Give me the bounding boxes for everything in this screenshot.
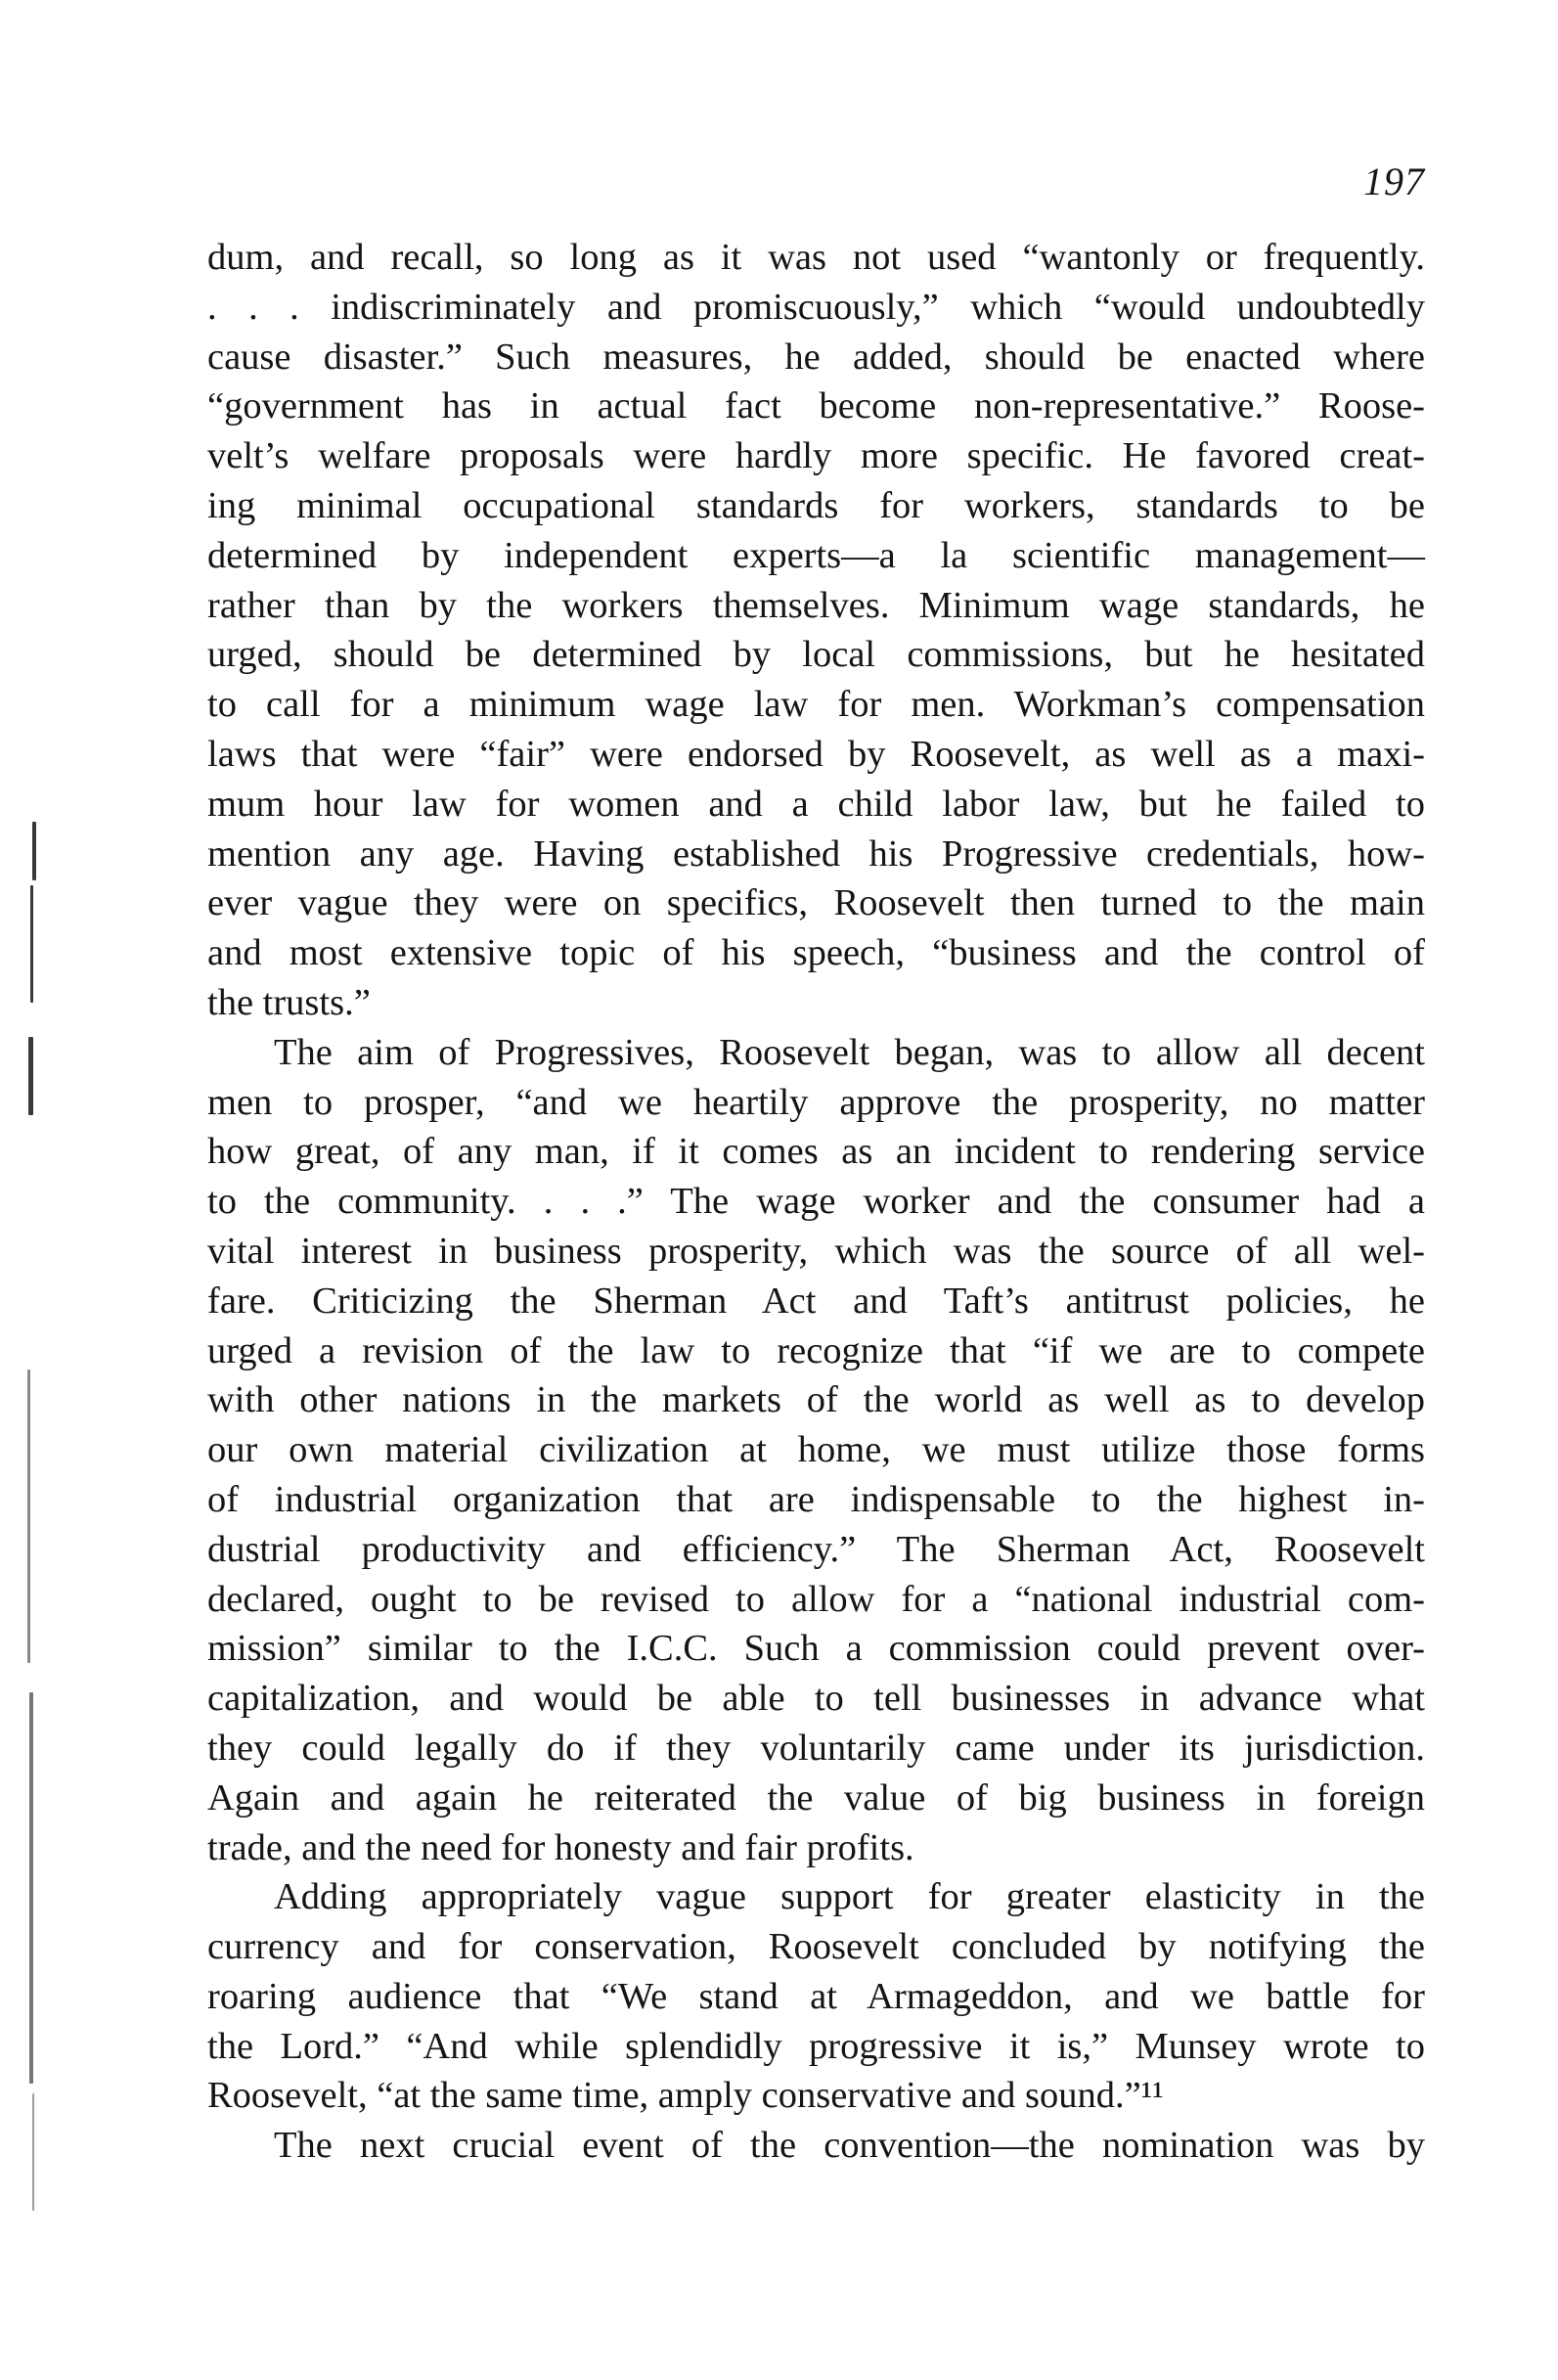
text-line: men to prosper, “and we heartily approve the prosperity, no matter	[207, 1081, 1425, 1123]
text-line: The next crucial event of the convention—the nomination was by	[274, 2125, 1425, 2167]
text-line: to call for a minimum wage law for men. Workman’s compensation	[207, 684, 1425, 726]
text-line: velt’s welfare proposals were hardly more specific. He favored creat-	[207, 435, 1425, 477]
text-line: Roosevelt, “at the same time, amply conservative and sound.”¹¹	[207, 2075, 1164, 2117]
page-number: 197	[1363, 159, 1425, 203]
text-line: trade, and the need for honesty and fair profits.	[207, 1826, 914, 1868]
text-line: laws that were “fair” were endorsed by Roosevelt, as well as a maxi-	[207, 733, 1425, 775]
text-line: Again and again he reiterated the value of big business in foreign	[207, 1776, 1425, 1819]
paragraph	[207, 2121, 1425, 2171]
body-text	[207, 233, 1425, 2171]
text-line: mention any age. Having established his Progressive credentials, how-	[207, 832, 1425, 875]
paragraph	[207, 1872, 1425, 2121]
text-line: ever vague they were on specifics, Roosevelt then turned to the main	[207, 882, 1425, 924]
text-line: mum hour law for women and a child labor law, but he failed to	[207, 783, 1425, 825]
text-line: vital interest in business prosperity, which was the source of all wel-	[207, 1230, 1425, 1272]
text-line: dustrial productivity and efficiency.” The Sherman Act, Roosevelt	[207, 1528, 1425, 1570]
text-line: they could legally do if they voluntarily came under its jurisdiction.	[207, 1727, 1425, 1769]
text-line: of industrial organization that are indispensable to the highest in-	[207, 1478, 1425, 1520]
text-line: our own material civilization at home, we must utilize those forms	[207, 1429, 1425, 1471]
scan-binding-shadow	[0, 0, 88, 2380]
text-line: with other nations in the markets of the world as well as to develop	[207, 1379, 1425, 1421]
text-line: “government has in actual fact become non-representative.” Roose-	[207, 385, 1425, 427]
text-line: currency and for conservation, Roosevelt concluded by notifying the	[207, 1926, 1425, 1968]
text-line: Adding appropriately vague support for greater elasticity in the	[274, 1876, 1425, 1918]
text-line: the trusts.”	[207, 981, 371, 1023]
text-line: ing minimal occupational standards for workers, standards to be	[207, 484, 1425, 526]
text-line: The aim of Progressives, Roosevelt began, was to allow all decent	[274, 1031, 1425, 1073]
text-line: to the community. . . .” The wage worker and the consumer had a	[207, 1181, 1425, 1223]
text-line: cause disaster.” Such measures, he added, should be enacted where	[207, 336, 1425, 378]
text-line: urged, should be determined by local commissions, but he hesitated	[207, 634, 1425, 676]
text-line: declared, ought to be revised to allow for a “national industrial com-	[207, 1578, 1425, 1620]
text-line: and most extensive topic of his speech, “business and the control of	[207, 932, 1425, 974]
paragraph	[207, 233, 1425, 1028]
text-line: . . . indiscriminately and promiscuously,” which “would undoubtedly	[207, 286, 1425, 328]
text-line: mission” similar to the I.C.C. Such a commission could prevent over-	[207, 1628, 1425, 1670]
text-line: how great, of any man, if it comes as an incident to rendering service	[207, 1131, 1425, 1173]
text-line: urged a revision of the law to recognize that “if we are to compete	[207, 1329, 1425, 1371]
text-line: rather than by the workers themselves. Minimum wage standards, he	[207, 584, 1425, 626]
text-line: determined by independent experts—a la scientific management—	[207, 534, 1425, 576]
text-line: fare. Criticizing the Sherman Act and Taft’s antitrust policies, he	[207, 1280, 1425, 1322]
text-line: dum, and recall, so long as it was not used “wantonly or frequently.	[207, 237, 1425, 278]
text-line: roaring audience that “We stand at Armageddon, and we battle for	[207, 1975, 1425, 2017]
paragraph	[207, 1028, 1425, 1873]
text-line: capitalization, and would be able to tell businesses in advance what	[207, 1678, 1425, 1720]
text-line: the Lord.” “And while splendidly progressive it is,” Munsey wrote to	[207, 2025, 1425, 2067]
